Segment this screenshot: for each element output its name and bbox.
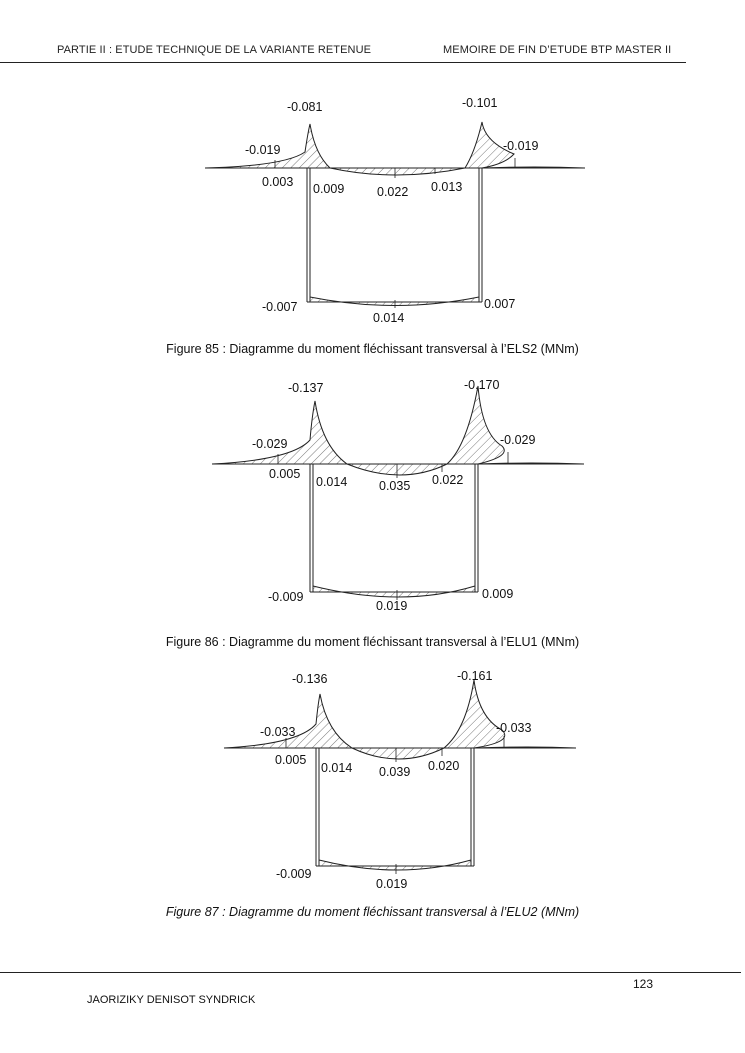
label-span-right: 0.020 <box>428 759 460 773</box>
figure-87-caption: Figure 87 : Diagramme du moment fléchissant transversal à l’ELU2 (MNm) <box>165 905 580 919</box>
label-top-right-peak: -0.101 <box>462 96 498 110</box>
label-bot-right: 0.007 <box>484 297 516 311</box>
label-top-left-peak: -0.136 <box>292 672 328 686</box>
label-root-left: 0.005 <box>275 753 307 767</box>
label-cant-left: -0.019 <box>245 143 281 157</box>
label-bot-left: -0.007 <box>262 300 298 314</box>
label-span-mid: 0.039 <box>379 765 411 779</box>
label-cant-right: -0.033 <box>496 721 532 735</box>
label-top-right-peak: -0.161 <box>457 669 493 683</box>
label-bot-left: -0.009 <box>268 590 304 604</box>
label-span-mid: 0.035 <box>379 479 411 493</box>
header-rule <box>0 62 686 63</box>
label-span-right: 0.022 <box>432 473 464 487</box>
label-top-right-peak: -0.170 <box>464 378 500 392</box>
label-bot-right: 0.009 <box>482 587 514 601</box>
label-span-left: 0.009 <box>313 182 345 196</box>
author-name: JAORIZIKY DENISOT SYNDRICK <box>87 994 256 1006</box>
figure-85-caption: Figure 85 : Diagramme du moment fléchissant transversal à l’ELS2 (MNm) <box>166 342 579 356</box>
label-cant-right: -0.019 <box>503 139 539 153</box>
figure-86-caption: Figure 86 : Diagramme du moment fléchissant transversal à l’ELU1 (MNm) <box>165 635 580 649</box>
label-top-left-peak: -0.081 <box>287 100 323 114</box>
label-root-left: 0.003 <box>262 175 294 189</box>
label-bot-left: -0.009 <box>276 867 312 881</box>
figure-86-diagram <box>212 376 584 616</box>
running-header-right: MEMOIRE DE FIN D’ETUDE BTP MASTER II <box>443 44 672 56</box>
label-top-left-peak: -0.137 <box>288 381 324 395</box>
label-cant-right: -0.029 <box>500 433 536 447</box>
label-span-left: 0.014 <box>316 475 348 489</box>
figure-85-diagram <box>205 92 585 327</box>
label-bot-mid: 0.019 <box>376 877 408 891</box>
figure-87-diagram <box>224 666 576 894</box>
running-header-left: PARTIE II : ETUDE TECHNIQUE DE LA VARIANTE RETENUE <box>57 44 372 56</box>
footer-rule <box>0 972 741 973</box>
label-cant-left: -0.033 <box>260 725 296 739</box>
label-cant-left: -0.029 <box>252 437 288 451</box>
label-root-left: 0.005 <box>269 467 301 481</box>
page-number: 123 <box>633 977 654 991</box>
label-bot-mid: 0.014 <box>373 311 405 325</box>
label-span-right: 0.013 <box>431 180 463 194</box>
label-span-mid: 0.022 <box>377 185 409 199</box>
label-span-left: 0.014 <box>321 761 353 775</box>
label-bot-mid: 0.019 <box>376 599 408 613</box>
